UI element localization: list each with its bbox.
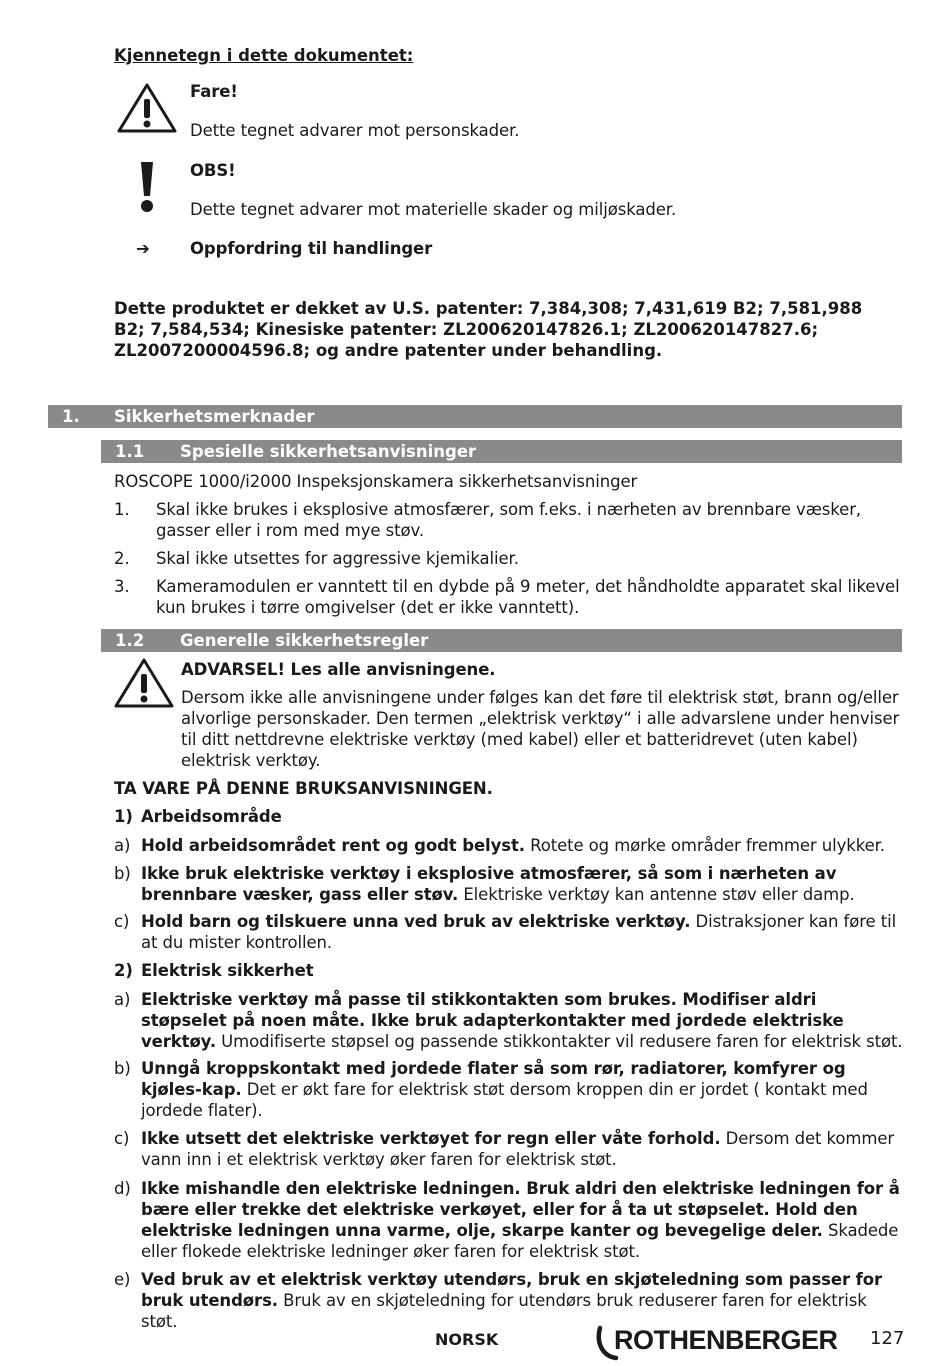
item-text: Umodifiserte støpsel og passende stikkontakter vil redusere faren for elektrisk støt. (216, 1032, 903, 1051)
danger-triangle-icon (116, 82, 178, 134)
subsection-number: 2) (114, 961, 133, 980)
legend-title: Kjennetegn i dette dokumentet: (114, 46, 414, 65)
action-label: Oppfordring til handlinger (190, 239, 433, 258)
brand-name: ROTHENBERGER (614, 1325, 838, 1355)
keep-instructions: TA VARE PÅ DENNE BRUKSANVISNINGEN. (114, 779, 493, 798)
item-letter: b) (114, 1059, 131, 1078)
item-bold-text: Ikke utsett det elektriske verktøyet for regn eller våte forhold. (141, 1129, 721, 1148)
item-text: Skadede eller flokede elektriske ledninger øker faren for elektrisk støt. (141, 1221, 899, 1261)
item-bold-text: Ikke mishandle den elektriske ledningen. Bruk aldri den elektriske ledningen for å bære eller trekke det elektriske verkøyet, eller for å ta ut støpselet. Hold den elektriske ledningen unna varme, olje, skarpe kanter og bevegelige deler. (141, 1179, 900, 1240)
item-letter: b) (114, 864, 131, 883)
item-text: Kameramodulen er vanntett til en dybde på 9 meter, det håndholdte apparatet skal likevel kun brukes i tørre omgivelser (det er ikke vanntett). (156, 577, 900, 617)
item-bold-text: Hold arbeidsområdet rent og godt belyst. (141, 836, 525, 855)
section-number: 1.2 (115, 631, 145, 650)
item-letter: c) (114, 912, 130, 931)
item-letter: d) (114, 1179, 131, 1198)
item-number: 3. (114, 577, 130, 596)
item-number: 1. (114, 500, 130, 519)
item-text: Skal ikke brukes i eksplosive atmosfærer, som f.eks. i nærheten av brennbare væsker, gasser eller i rom med mye støv. (156, 500, 862, 540)
item-text: Rotete og mørke områder fremmer ulykker. (524, 836, 885, 855)
item-text: Dersom det kommer vann inn i et elektrisk verktøy øker faren for elektrisk støt. (141, 1129, 895, 1169)
section-intro: ROSCOPE 1000/i2000 Inspeksjonskamera sikkerhetsanvisninger (114, 472, 638, 491)
section-number: 1. (62, 407, 80, 426)
item-text: Distraksjoner kan føre til at du mister kontrollen. (141, 912, 897, 952)
notice-label: OBS! (190, 161, 236, 180)
item-letter: c) (114, 1129, 130, 1148)
item-bold-text: Ved bruk av et elektrisk verktøy utendørs, bruk en skjøteledning som passer for bruk utendørs. (141, 1270, 883, 1310)
subsection-title: Arbeidsområde (141, 807, 282, 826)
item-text: Skal ikke utsettes for aggressive kjemikalier. (156, 549, 519, 568)
item-letter: a) (114, 836, 131, 855)
danger-label: Fare! (190, 82, 238, 101)
footer-language: NORSK (435, 1330, 499, 1349)
page-number: 127 (870, 1328, 905, 1349)
item-bold-text: Unngå kroppskontakt med jordede flater så som rør, radiatorer, komfyrer og kjøles-kap. (141, 1059, 846, 1099)
arrow-right-icon: ➔ (136, 239, 150, 258)
item-bold-text: Elektriske verktøy må passe til stikkontakten som brukes. Modifiser aldri støpselet på noen måte. Ikke bruk adapterkontakter med jordede elektriske verktøy. (141, 990, 844, 1051)
item-number: 2. (114, 549, 130, 568)
item-letter: e) (114, 1270, 131, 1289)
section-1-1-header (101, 440, 902, 463)
notice-text: Dette tegnet advarer mot materielle skader og miljøskader. (190, 200, 677, 219)
warning-text: Dersom ikke alle anvisningene under følges kan det føre til elektrisk støt, brann og/eller alvorlige personskader. Den termen „elektrisk verktøy“ i alle advarslene under henviser til ditt nettdrevne elektriske verktøy (med kabel) eller et batteridrevet (uten kabel) elektrisk verktøy. (181, 688, 900, 770)
subsection-title: Elektrisk sikkerhet (141, 961, 314, 980)
item-bold-text: Ikke bruk elektriske verktøy i eksplosive atmosfærer, så som i nærheten av brennbare væsker, gass eller støv. (141, 864, 837, 904)
section-title: Spesielle sikkerhetsanvisninger (180, 442, 477, 461)
patent-notice: Dette produktet er dekket av U.S. patenter: 7,384,308; 7,431,619 B2; 7,581,988 B2; 7,584,534; Kinesiske patenter: ZL200620147826.1; ZL200620147827.6; ZL2007200004596.8; og andre patenter under behandling. (114, 299, 863, 360)
warning-title: ADVARSEL! Les alle anvisningene. (181, 660, 496, 679)
brand-logo (596, 1322, 848, 1366)
item-letter: a) (114, 990, 131, 1009)
section-title: Sikkerhetsmerknader (114, 407, 315, 426)
section-1-header (48, 405, 902, 428)
warning-triangle-icon (113, 657, 175, 709)
item-text: Det er økt fare for elektrisk støt dersom kroppen din er jordet ( kontakt med jordede flater). (141, 1080, 868, 1120)
section-1-2-header (101, 629, 902, 652)
section-title: Generelle sikkerhetsregler (180, 631, 429, 650)
item-text: Elektriske verktøy kan antenne støv eller damp. (458, 885, 855, 904)
section-number: 1.1 (115, 442, 145, 461)
subsection-number: 1) (114, 807, 133, 826)
exclamation-icon (137, 160, 157, 214)
danger-text: Dette tegnet advarer mot personskader. (190, 121, 520, 140)
item-bold-text: Hold barn og tilskuere unna ved bruk av elektriske verktøy. (141, 912, 691, 931)
item-text: Bruk av en skjøteledning for utendørs bruk reduserer faren for elektrisk støt. (141, 1291, 867, 1331)
